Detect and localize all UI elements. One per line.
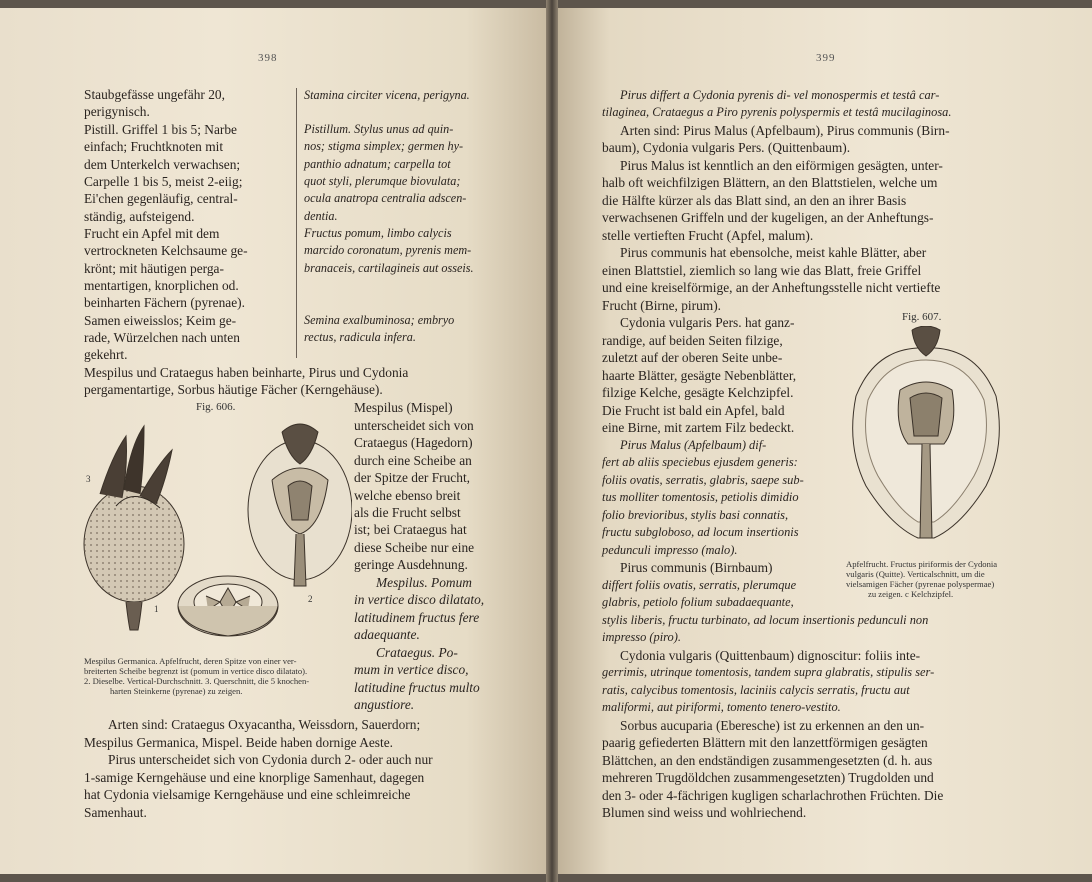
text-line: Carpelle 1 bis 5, meist 2-eiig; <box>84 174 243 189</box>
text-line: foliis ovatis, serratis, glabris, saepe sub- <box>602 473 804 487</box>
page-number-399: 399 <box>816 52 836 64</box>
right-page <box>556 8 1092 874</box>
caption-line: Mespilus Germanica. Apfelfrucht, deren Spitze von einer ver- <box>84 656 297 666</box>
caption-line: harten Steinkerne (pyrenae) zu zeigen. <box>110 686 243 696</box>
text-line: Mespilus. Pomum <box>376 575 472 590</box>
caption-line: vulgaris (Quitte). Verticalschnitt, um die <box>846 569 985 579</box>
left-page <box>0 8 548 874</box>
text-line: rade, Würzelchen nach unten <box>84 330 240 345</box>
text-line: Mespilus Germanica, Mispel. Beide haben dornige Aeste. <box>84 735 394 750</box>
text-line: verwachsenen Griffeln und der kugeligen, an der Anheftungs- <box>602 210 934 225</box>
book-gutter <box>546 0 558 882</box>
text-line: Pirus communis (Birnbaum) <box>620 560 773 575</box>
text-line: Ei'chen gegenläufig, central- <box>84 191 238 206</box>
figure-mark: 2 <box>308 594 313 604</box>
text-line: Pirus Malus ist kenntlich an den eiförmigen gesägten, unter- <box>620 158 943 173</box>
quince-vertical-section <box>853 326 1000 538</box>
text-line: Mespilus und Crataegus haben beinharte, Pirus und Cydonia <box>84 365 409 380</box>
text-line: Samen eiweisslos; Keim ge- <box>84 313 237 328</box>
text-line: mum in vertice disco, <box>354 662 469 677</box>
text-line: Cydonia vulgaris Pers. hat ganz- <box>620 315 795 330</box>
text-line: geringe Ausdehnung. <box>354 557 468 572</box>
figure-mark: 3 <box>86 474 91 484</box>
text-line: welche ebenso breit <box>354 488 461 503</box>
text-line: angustiore. <box>354 697 415 712</box>
text-line: baum), Cydonia vulgaris Pers. (Quittenbaum). <box>602 140 851 155</box>
text-line: ständig, aufsteigend. <box>84 209 195 224</box>
text-line: ocula anatropa centralia adscen- <box>304 191 467 205</box>
figure-607-illustration <box>846 326 1006 554</box>
text-line: vertrockneten Kelchsaume ge- <box>84 243 248 258</box>
figure-606-illustration <box>82 416 352 652</box>
text-line: gekehrt. <box>84 347 128 362</box>
figure-mark: 1 <box>154 604 159 614</box>
text-line: mentartigen, knorplichen od. <box>84 278 239 293</box>
text-line: haarte Blätter, gesägte Nebenblätter, <box>602 368 797 383</box>
text-line: dem Unterkelch verwachsen; <box>84 157 241 172</box>
text-line: gerrimis, utrinque tomentosis, tandem supra glabratis, stipulis ser- <box>602 665 935 679</box>
text-line: Staubgefässe ungefähr 20, <box>84 87 225 102</box>
text-line: Arten sind: Crataegus Oxyacantha, Weissdorn, Sauerdorn; <box>108 717 421 732</box>
text-line: ist; bei Crataegus hat <box>354 522 467 537</box>
text-line: Pirus differt a Cydonia pyrenis di- vel monospermis et testâ car- <box>620 88 940 102</box>
text-line: maliformi, aut piriformi, tomento tenero-vestito. <box>602 700 841 714</box>
text-line: glabris, petiolo folium subadaequante, <box>602 595 794 609</box>
text-line: rectus, radicula infera. <box>304 330 416 344</box>
figure-label: Fig. 607. <box>902 311 942 323</box>
text-line: fructu subgloboso, ad locum insertionis <box>602 525 799 539</box>
text-line: mehreren Trugdöldchen zusammengesetzten) Trugdolden und <box>602 770 934 785</box>
text-line: Pistill. Griffel 1 bis 5; Narbe <box>84 122 237 137</box>
text-line: Die Frucht ist bald ein Apfel, bald <box>602 403 785 418</box>
text-line: Cydonia vulgaris (Quittenbaum) dignoscitur: foliis inte- <box>620 648 921 663</box>
caption-line: vielsamigen Fächer (pyrenae polyspermae) <box>846 579 995 589</box>
text-line: tus molliter tomentosis, petiolis dimidio <box>602 490 799 504</box>
text-line: latitudinem fructus fere <box>354 610 480 625</box>
text-line: den 3- oder 4-fächrigen kugligen scharlachrothen Früchten. Die <box>602 788 944 803</box>
text-line: einfach; Fruchtknoten mit <box>84 139 224 154</box>
text-line: Frucht ein Apfel mit dem <box>84 226 220 241</box>
text-line: Pirus unterscheidet sich von Cydonia durch 2- oder auch nur <box>108 752 433 767</box>
column-divider <box>296 88 297 358</box>
text-line: marcido coronatum, pyrenis mem- <box>304 243 472 257</box>
text-line: pergamentartige, Sorbus häutige Fächer (Kerngehäuse). <box>84 382 383 397</box>
text-line: halb oft weichfilzigen Blättern, an den Blattstielen, welche um <box>602 175 938 190</box>
caption-line: zu zeigen. c Kelchzipfel. <box>868 589 954 599</box>
text-line: Samenhaut. <box>84 805 147 820</box>
text-line: diese Scheibe nur eine <box>354 540 475 555</box>
text-line: nos; stigma simplex; germen hy- <box>304 139 464 153</box>
text-line: Blumen sind weiss und wohlriechend. <box>602 805 807 820</box>
text-line: in vertice disco dilatato, <box>354 592 485 607</box>
text-line: eine Birne, mit zartem Filz bedeckt. <box>602 420 795 435</box>
text-line: branaceis, cartilagineis aut osseis. <box>304 261 474 275</box>
text-line: Pistillum. Stylus unus ad quin- <box>304 122 454 136</box>
caption-line: breiterten Scheibe begrenzt ist (pomum in vertice disco dilatato). <box>84 666 308 676</box>
text-line: beinharten Fächern (pyrenae). <box>84 295 245 310</box>
text-line: als die Frucht selbst <box>354 505 461 520</box>
text-line: 1-samige Kerngehäuse und eine knorplige Samenhaut, dagegen <box>84 770 425 785</box>
text-line: paarig gefiederten Blättern mit den lanzettförmigen gesägten <box>602 735 928 750</box>
text-line: Fructus pomum, limbo calycis <box>304 226 452 240</box>
text-line: unterscheidet sich von <box>354 418 474 433</box>
text-line: quot styli, plerumque biovulata; <box>304 174 461 188</box>
text-line: dentia. <box>304 209 338 223</box>
text-line: Semina exalbuminosa; embryo <box>304 313 455 327</box>
text-line: durch eine Scheibe an <box>354 453 472 468</box>
text-line: Pirus communis hat ebensolche, meist kahle Blätter, aber <box>620 245 927 260</box>
text-line: stelle vertieften Frucht (Apfel, malum). <box>602 228 814 243</box>
text-line: Sorbus aucuparia (Eberesche) ist zu erkennen an den un- <box>620 718 925 733</box>
text-line: einen Blattstiel, ziemlich so lang wie das Blatt, freie Griffel <box>602 263 922 278</box>
text-line: filzige Kelche, gesägte Kelchzipfel. <box>602 385 794 400</box>
text-line: tilaginea, Crataegus a Piro pyrenis polyspermis et testâ mucilaginosa. <box>602 105 952 119</box>
caption-line: 2. Dieselbe. Vertical-Durchschnitt. 3. Querschnitt, die 5 knochen- <box>84 676 310 686</box>
text-line: Arten sind: Pirus Malus (Apfelbaum), Pirus communis (Birn- <box>620 123 950 138</box>
medlar-cross-section <box>178 576 278 636</box>
text-line: stylis liberis, fructu turbinato, ad locum insertionis pedunculi non <box>602 613 929 627</box>
text-line: Pirus Malus (Apfelbaum) dif- <box>620 438 767 452</box>
text-line: Stamina circiter vicena, perigyna. <box>304 88 470 102</box>
text-line: impresso (piro). <box>602 630 681 644</box>
text-line: zuletzt auf der oberen Seite unbe- <box>602 350 783 365</box>
text-line: und eine kreiselförmige, an der Anheftungsstelle nicht vertiefte <box>602 280 941 295</box>
text-line: randige, auf beiden Seiten filzige, <box>602 333 783 348</box>
text-line: fert ab aliis speciebus ejusdem generis: <box>602 455 798 469</box>
medlar-fruit-whole <box>84 426 184 630</box>
text-line: Mespilus (Mispel) <box>354 400 453 415</box>
text-line: der Spitze der Frucht, <box>354 470 471 485</box>
figure-label: Fig. 606. <box>196 401 236 413</box>
text-line: differt foliis ovatis, serratis, plerumque <box>602 578 797 592</box>
text-line: Blättchen, an den endständigen zusammengesetzten (d. h. aus <box>602 753 933 768</box>
text-line: krönt; mit häutigen perga- <box>84 261 224 276</box>
text-line: perigynisch. <box>84 104 150 119</box>
text-line: hat Cydonia vielsamige Kerngehäuse und eine schleimreiche <box>84 787 411 802</box>
text-line: folio brevioribus, stylis basi connatis, <box>602 508 789 522</box>
medlar-vertical-section <box>248 424 352 586</box>
text-line: pedunculi impresso (malo). <box>602 543 738 557</box>
text-line: die Hälfte kürzer als das Blatt sind, an den an ihrer Basis <box>602 193 907 208</box>
caption-line: Apfelfrucht. Fructus piriformis der Cydonia <box>846 559 998 569</box>
text-line: ratis, calycibus tomentosis, laciniis calycis serratis, fructu aut <box>602 683 910 697</box>
text-line: adaequante. <box>354 627 420 642</box>
text-line: Frucht (Birne, pirum). <box>602 298 722 313</box>
text-line: Crataegus (Hagedorn) <box>354 435 473 450</box>
page-number-398: 398 <box>258 52 278 64</box>
text-line: Crataegus. Po- <box>376 645 458 660</box>
text-line: panthio adnatum; carpella tot <box>304 157 451 171</box>
text-line: latitudine fructus multo <box>354 680 480 695</box>
